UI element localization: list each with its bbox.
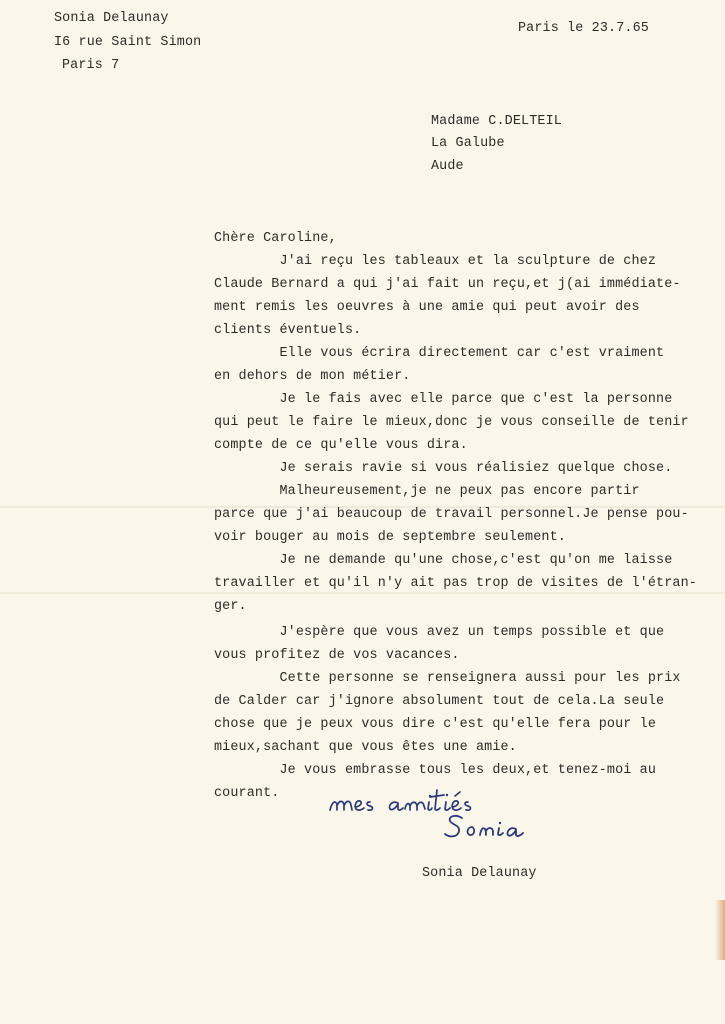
body-line: voir bouger au mois de septembre seulement. (214, 530, 566, 545)
body-line: Malheureusement,je ne peux pas encore partir (214, 484, 640, 499)
body-line: qui peut le faire le mieux,donc je vous conseille de tenir (214, 415, 689, 430)
body-line: Je serais ravie si vous réalisiez quelque chose. (214, 461, 673, 476)
recipient-region: Aude (431, 159, 464, 174)
letter-date: Paris le 23.7.65 (518, 21, 649, 36)
body-line: vous profitez de vos vacances. (214, 648, 460, 663)
paper-fold-line (0, 592, 725, 594)
body-line: chose que je peux vous dire c'est qu'elle fera pour le (214, 717, 657, 732)
body-line: J'ai reçu les tableaux et la sculpture de chez (214, 254, 657, 269)
typed-signature: Sonia Delaunay (422, 866, 537, 881)
handwritten-signature (442, 810, 552, 846)
body-line: courant. (214, 786, 280, 801)
body-line: Je le fais avec elle parce que c'est la personne (214, 392, 673, 407)
recipient-name: Madame C.DELTEIL (431, 114, 562, 129)
sender-street: I6 rue Saint Simon (54, 35, 202, 50)
body-line: Claude Bernard a qui j'ai fait un reçu,et j(ai immédiate- (214, 277, 681, 292)
body-line: Cette personne se renseignera aussi pour les prix (214, 671, 681, 686)
body-line: Je vous embrasse tous les deux,et tenez-moi au (214, 763, 657, 778)
sender-name: Sonia Delaunay (54, 11, 169, 26)
body-line: de Calder car j'ignore absolument tout de cela.La seule (214, 694, 665, 709)
body-line: compte de ce qu'elle vous dira. (214, 438, 468, 453)
body-line: Elle vous écrira directement car c'est vraiment (214, 346, 665, 361)
salutation: Chère Caroline, (214, 231, 337, 246)
paper-stain (715, 900, 725, 960)
body-line: J'espère que vous avez un temps possible et que (214, 625, 665, 640)
body-line: mieux,sachant que vous êtes une amie. (214, 740, 517, 755)
body-line: parce que j'ai beaucoup de travail personnel.Je pense pou- (214, 507, 689, 522)
body-line: ment remis les oeuvres à une amie qui peut avoir des (214, 300, 640, 315)
body-line: en dehors de mon métier. (214, 369, 411, 384)
body-line: ger. (214, 599, 247, 614)
recipient-place: La Galube (431, 136, 505, 151)
body-line: clients éventuels. (214, 323, 362, 338)
body-line: travailler et qu'il n'y ait pas trop de visites de l'étran- (214, 576, 697, 591)
sender-city: Paris 7 (62, 58, 120, 73)
body-line: Je ne demande qu'une chose,c'est qu'on me laisse (214, 553, 673, 568)
